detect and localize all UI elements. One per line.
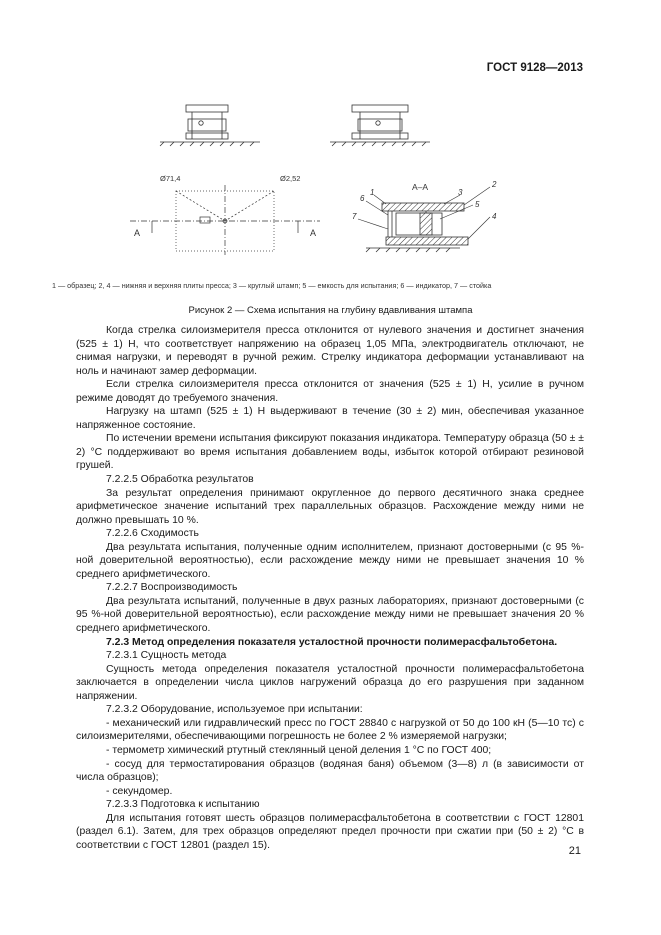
part-number-5: 5 xyxy=(475,200,480,209)
diameter-label-1: Ø71,4 xyxy=(160,174,181,183)
press-elevation-right xyxy=(330,105,430,146)
paragraph: - термометр химический ртутный стеклянный ценой деления 1 °С по ГОСТ 400; xyxy=(106,744,492,756)
part-number-6: 6 xyxy=(360,194,365,203)
section-heading: 7.2.3 Метод определения показателя усталостной прочности полимерасфальтобетона. xyxy=(106,636,558,648)
paragraph: Для испытания готовят шесть образцов полимерасфальтобетона в соответствии с ГОСТ 12801 (раздел 6.1). Затем, для трех образцов определяют предел прочности при сжатии при (50 ± 2) °С в соответствии с ГОСТ 12801 (раздел 15). xyxy=(76,812,584,851)
paragraph: Нагрузку на штамп (525 ± 1) Н выдерживают в течение (30 ± 2) мин, обеспечивая указанное напряженное состояние. xyxy=(76,406,584,431)
section-heading: 7.2.3.3 Подготовка к испытанию xyxy=(106,799,260,811)
paragraph: - секундомер. xyxy=(106,785,173,797)
paragraph: - сосуд для термостатирования образцов (водяная баня) объемом (3—8) л (в зависимости от числа образцов); xyxy=(76,758,584,784)
page-number: 21 xyxy=(568,845,581,857)
section-aa-label: А–А xyxy=(412,182,429,192)
plan-view xyxy=(130,185,320,255)
paragraph: Два результата испытания, полученные одним исполнителем, признают достоверными (с 95 %-ной доверительной вероятностью), если расхождение между ними не превышает значения 10 % среднего арифметического. xyxy=(76,541,584,580)
section-heading: 7.2.3.1 Сущность метода xyxy=(106,650,227,662)
paragraph: Когда стрелка силоизмерителя пресса отклонится от нулевого значения и достигнет значения (525 ± 1) Н, что соответствует напряжению на образец 1,05 МПа, электродвигатель отключают, не снимая нагрузки, и переводят в ручной режим. Стрелку индикатора деформации устанавливают на ноль и начинают замер деформации. xyxy=(76,325,584,377)
part-number-1: 1 xyxy=(370,188,375,197)
section-heading: 7.2.2.6 Сходимость xyxy=(106,528,199,540)
diameter-label-2: Ø2,52 xyxy=(280,174,301,183)
part-number-4: 4 xyxy=(492,212,497,221)
document-body xyxy=(76,324,584,852)
press-elevation-left xyxy=(160,105,260,146)
section-heading: 7.2.3.2 Оборудование, используемое при испытании: xyxy=(106,704,363,716)
paragraph: - механический или гидравлический пресс по ГОСТ 28840 с нагрузкой от 50 до 100 кН (5—10 тс) с силоизмерителями, обеспечивающими погрешность не более 2 % измеряемой нагрузки; xyxy=(76,717,584,743)
paragraph: По истечении времени испытания фиксируют показания индикатора. Температуру образца (50 ± ± 2) °С поддерживают во время испытания добавлением воды, избыток которой отбирают резиновой грушей. xyxy=(76,433,584,472)
part-number-2: 2 xyxy=(492,180,497,189)
section-heading: 7.2.2.7 Воспроизводимость xyxy=(106,582,238,594)
section-heading: 7.2.2.5 Обработка результатов xyxy=(106,474,254,486)
part-number-3: 3 xyxy=(458,188,463,197)
section-mark-right: А xyxy=(310,228,317,238)
test-scheme-figure xyxy=(130,95,550,265)
paragraph: Сущность метода определения показателя усталостной прочности полимерасфальтобетона заключается в определении числа циклов нагружений образца до его разрушения при заданном напряжении. xyxy=(76,663,584,702)
part-number-7: 7 xyxy=(352,212,357,221)
section-mark-left: А xyxy=(134,228,141,238)
paragraph: За результат определения принимают округленное до первого десятичного знака среднее арифметическое значение испытаний трех параллельных образцов. Расхождение между ними не должно превышать 10 %. xyxy=(76,487,584,526)
figure-legend: 1 — образец; 2, 4 — нижняя и верхняя плиты пресса; 3 — круглый штамп; 5 — емкость для испытания; 6 — индикатор, 7 — стойка xyxy=(52,281,492,290)
paragraph: Два результата испытаний, полученные в двух разных лабораториях, признают достоверными (с 95 %-ной доверительной вероятностью), если расхождение между ними не превышает значения 20 % среднего арифметического. xyxy=(76,595,584,635)
figure-caption: Рисунок 2 — Схема испытания на глубину вдавливания штампа xyxy=(188,305,473,316)
section-aa-view xyxy=(366,203,468,252)
paragraph: Если стрелка силоизмерителя пресса отклонится от значения (525 ± 1) Н, усилие в ручном режиме доводят до требуемого значения. xyxy=(76,379,584,404)
document-header: ГОСТ 9128—2013 xyxy=(486,62,583,74)
